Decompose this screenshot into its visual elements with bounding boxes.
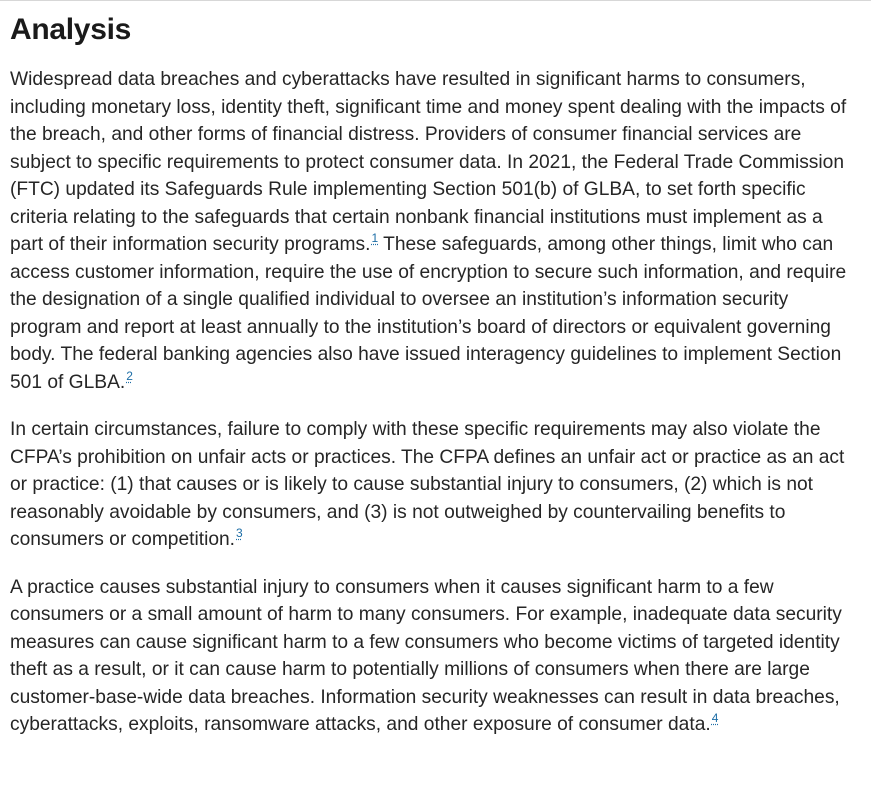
- footnote-link-3[interactable]: 3: [236, 526, 243, 540]
- paragraph-text: These safeguards, among other things, limit who can access customer information, require the use of encryption to secure such information, and require the designation of a single qualified individual to oversee an institution’s information security program and report at least annually to the institution’s board of directors or equivalent governing body. The federal banking agencies also have issued interagency guidelines to implement Section 501 of GLBA.: [10, 234, 847, 393]
- paragraph-text: In certain circumstances, failure to comply with these specific requirements may also violate the CFPA’s prohibition on unfair acts or practices. The CFPA defines an unfair act or practice as an act or practice: (1) that causes or is likely to cause substantial injury to consumers, (2) which is not reasonably avoidable by consumers, and (3) is not outweighed by countervailing benefits to consumers or competition.: [10, 419, 845, 550]
- article-section: [10, 10, 860, 739]
- paragraph-text: Widespread data breaches and cyberattacks have resulted in significant harms to consumers, including monetary loss, identity theft, significant time and money spent dealing with the impacts of the breach, and other forms of financial distress. Providers of consumer financial services are subject to specific requirements to protect consumer data. In 2021, the Federal Trade Commission (FTC) updated its Safeguards Rule implementing Section 501(b) of GLBA, to set forth specific criteria relating to the safeguards that certain nonbank financial institutions must implement as a part of their information security programs.: [10, 69, 847, 255]
- paragraph-data-security-requirements: [10, 66, 860, 396]
- footnote-link-1[interactable]: 1: [371, 231, 379, 245]
- top-divider: [0, 0, 871, 1]
- footnote-link-2[interactable]: 2: [126, 368, 133, 383]
- paragraph-unfair-practices: [10, 416, 860, 554]
- footnote-link-4[interactable]: 4: [711, 711, 719, 725]
- paragraph-substantial-injury: [10, 574, 860, 739]
- paragraph-text: A practice causes substantial injury to consumers when it causes significant harm to a few consumers or a small amount of harm to many consumers. For example, inadequate data security measures can cause significant harm to a few consumers who become victims of targeted identity theft as a result, or it can cause harm to potentially millions of consumers when there are large customer-base-wide data breaches. Information security weaknesses can result in data breaches, cyberattacks, exploits, ransomware attacks, and other exposure of consumer data.: [10, 576, 842, 735]
- section-heading: Analysis: [10, 13, 131, 46]
